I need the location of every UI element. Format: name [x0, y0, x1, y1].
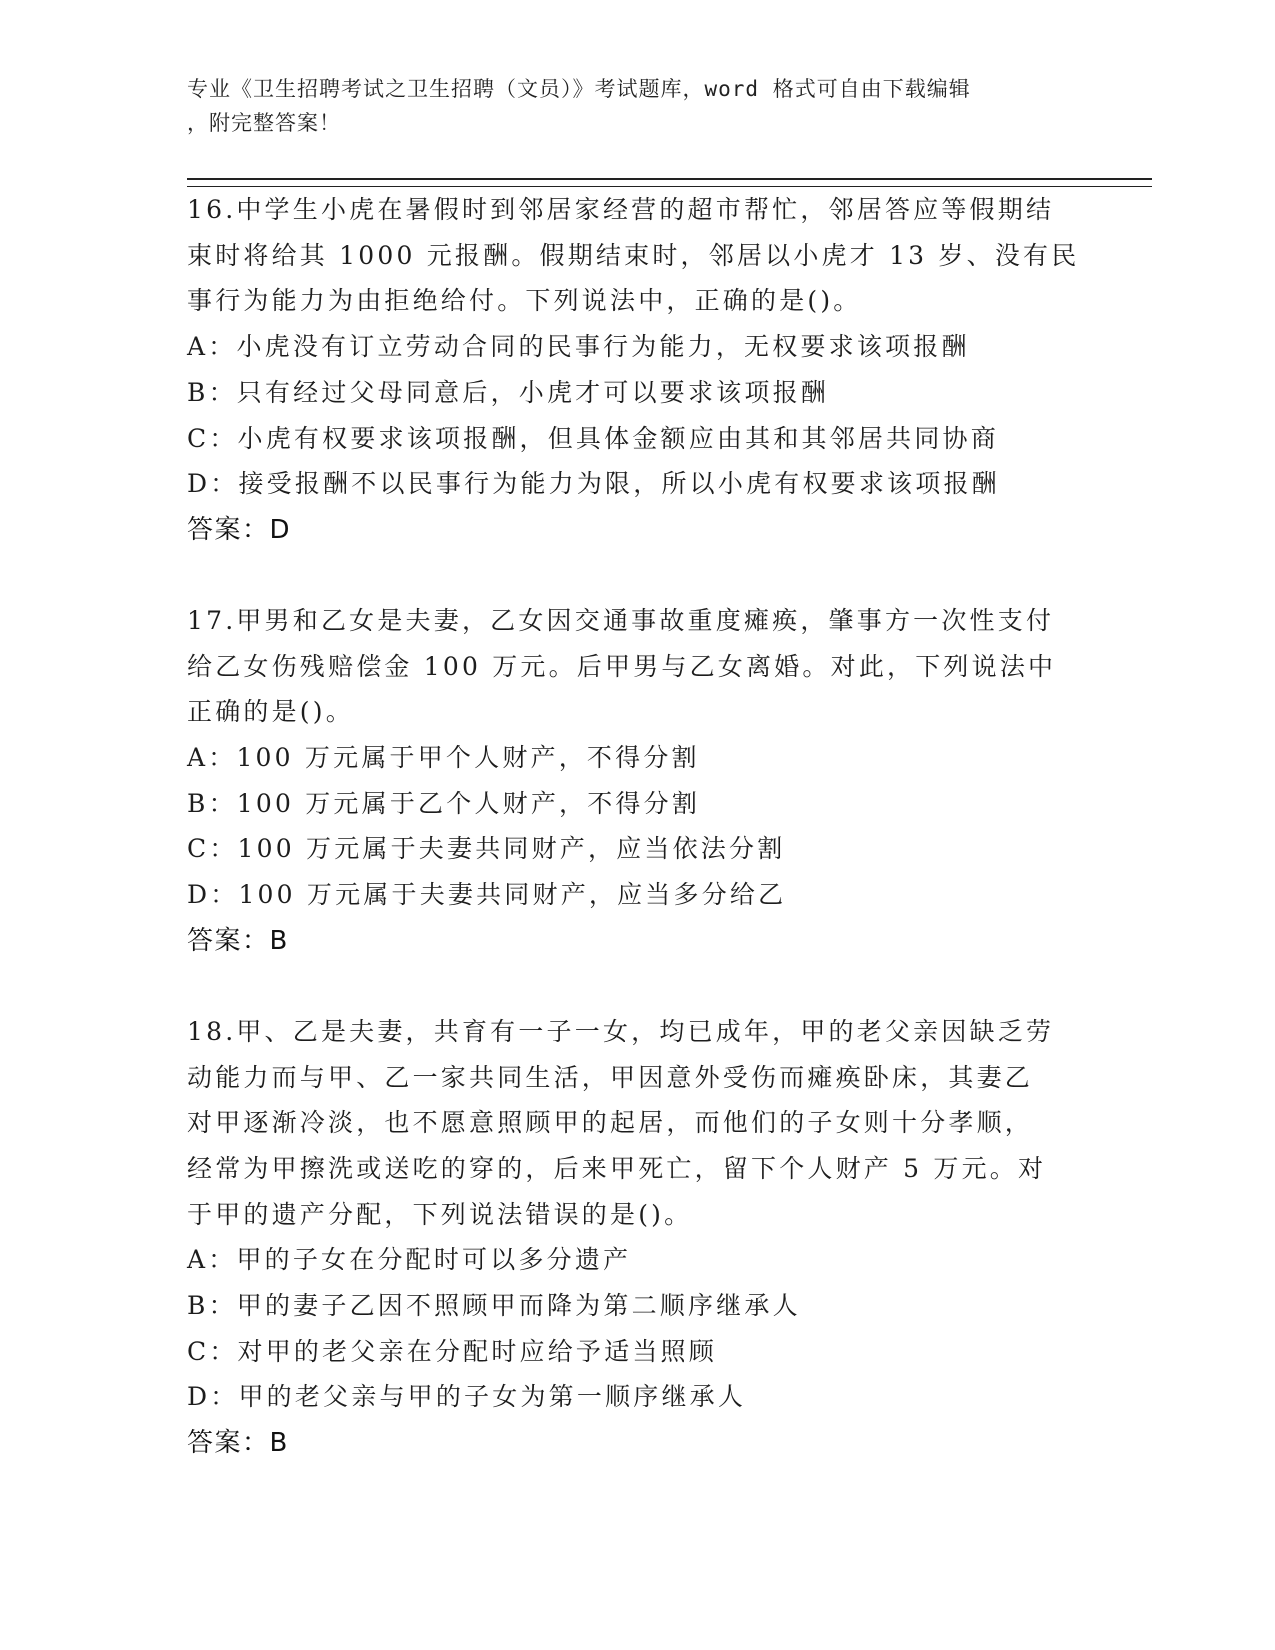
- option-c: C：小虎有权要求该项报酬，但具体金额应由其和其邻居共同协商: [187, 423, 999, 453]
- question-stem-line: 束时将给其 1000 元报酬。假期结束时，邻居以小虎才 13 岁、没有民: [187, 240, 1080, 270]
- question-stem-line: 正确的是()。: [187, 697, 354, 727]
- question-stem-line: 事行为能力为由拒绝给付。下列说法中，正确的是()。: [187, 286, 862, 316]
- question-stem-line: 于甲的遗产分配，下列说法错误的是()。: [187, 1199, 693, 1229]
- header-line-2: ，附完整答案！: [187, 111, 341, 135]
- question-18: [187, 1009, 1087, 1467]
- question-stem-line: 16.中学生小虎在暑假时到邻居家经营的超市帮忙，邻居答应等假期结: [187, 195, 1055, 224]
- option-b: B：只有经过父母同意后，小虎才可以要求该项报酬: [187, 377, 829, 407]
- option-c: C：100 万元属于夫妻共同财产，应当依法分割: [187, 834, 786, 864]
- option-b: B：甲的妻子乙因不照顾甲而降为第二顺序继承人: [187, 1291, 801, 1321]
- answer: 答案：D: [187, 514, 292, 545]
- question-stem-line: 动能力而与甲、乙一家共同生活，甲因意外受伤而瘫痪卧床，其妻乙: [187, 1062, 1034, 1092]
- question-stem-line: 给乙女伤残赔偿金 100 万元。后甲男与乙女离婚。对此，下列说法中: [187, 651, 1057, 681]
- question-17: [187, 598, 1087, 965]
- question-stem-line: 18.甲、乙是夫妻，共育有一子一女，均已成年，甲的老父亲因缺乏劳: [187, 1016, 1055, 1046]
- option-d: D：100 万元属于夫妻共同财产，应当多分给乙: [187, 880, 787, 910]
- option-d: D：接受报酬不以民事行为能力为限，所以小虎有权要求该项报酬: [187, 469, 1000, 499]
- answer: 答案：B: [187, 1428, 289, 1459]
- question-stem-line: 经常为甲擦洗或送吃的穿的，后来甲死亡，留下个人财产 5 万元。对: [187, 1153, 1047, 1183]
- question-stem-line: 对甲逐渐冷淡，也不愿意照顾甲的起居，而他们的子女则十分孝顺，: [187, 1108, 1034, 1138]
- option-a: A：甲的子女在分配时可以多分遗产: [187, 1245, 632, 1275]
- option-a: A：100 万元属于甲个人财产，不得分割: [187, 743, 700, 773]
- option-d: D：甲的老父亲与甲的子女为第一顺序继承人: [187, 1382, 747, 1412]
- option-b: B：100 万元属于乙个人财产，不得分割: [187, 788, 701, 818]
- question-list: [187, 187, 1087, 1511]
- question-16: [187, 187, 1087, 554]
- option-a: A：小虎没有订立劳动合同的民事行为能力，无权要求该项报酬: [187, 332, 970, 362]
- answer: 答案：B: [187, 925, 289, 956]
- option-c: C：对甲的老父亲在分配时应给予适当照顾: [187, 1336, 717, 1366]
- question-stem-line: 17.甲男和乙女是夫妻，乙女因交通事故重度瘫痪，肇事方一次性支付: [187, 605, 1055, 635]
- document-header: [187, 72, 1087, 140]
- header-divider: [187, 178, 1152, 187]
- header-line-1: 专业《卫生招聘考试之卫生招聘（文员）》考试题库，word 格式可自由下载编辑: [187, 77, 971, 101]
